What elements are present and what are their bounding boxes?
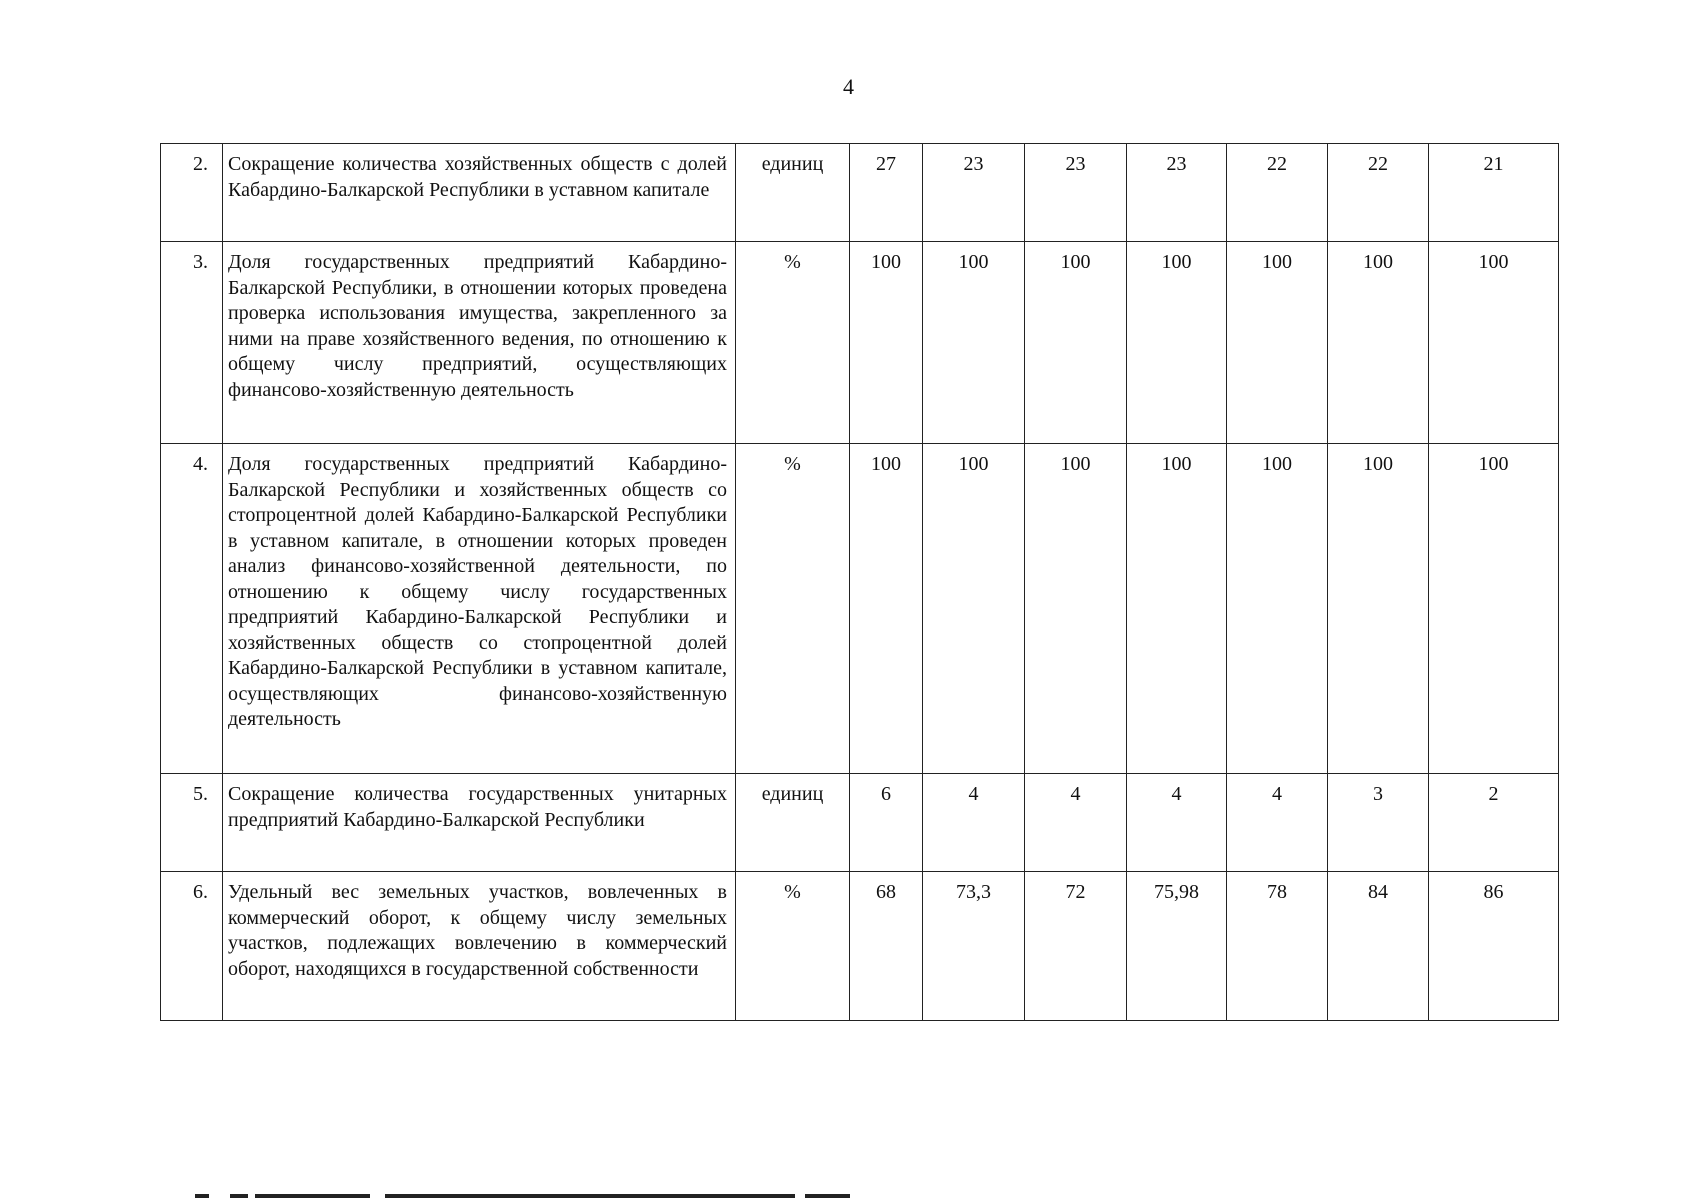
row-value: 21 bbox=[1429, 144, 1559, 242]
page-number: 4 bbox=[843, 74, 854, 99]
row-value: 100 bbox=[1227, 242, 1328, 444]
row-value: 100 bbox=[1328, 242, 1429, 444]
table-row bbox=[161, 774, 1559, 872]
row-description: Доля государственных предприятий Кабардино-Балкарской Республики и хозяйственных обществ со стопроцентной долей Кабардино-Балкарской Республики в уставном капитале, в отношении которых проведен анализ финансово-хозяйственной деятельности, по отношению к общему числу государственных предприятий Кабардино-Балкарской Республики и хозяйственных обществ со стопроцентной долей Кабардино-Балкарской Республики в уставном капитале, осуществляющих финансово-хозяйственную деятельность bbox=[223, 444, 736, 774]
row-unit: % bbox=[736, 444, 850, 774]
indicators-table bbox=[160, 143, 1559, 1021]
table-row bbox=[161, 242, 1559, 444]
row-number: 2. bbox=[161, 144, 223, 242]
table-row bbox=[161, 872, 1559, 1021]
row-number: 3. bbox=[161, 242, 223, 444]
row-value: 22 bbox=[1227, 144, 1328, 242]
row-unit: % bbox=[736, 872, 850, 1021]
row-description: Удельный вес земельных участков, вовлеченных в коммерческий оборот, к общему числу земельных участков, подлежащих вовлечению в коммерческий оборот, находящихся в государственной собственности bbox=[223, 872, 736, 1021]
row-value: 23 bbox=[923, 144, 1025, 242]
row-value: 86 bbox=[1429, 872, 1559, 1021]
row-value: 73,3 bbox=[923, 872, 1025, 1021]
row-value: 4 bbox=[1025, 774, 1127, 872]
row-value: 100 bbox=[850, 242, 923, 444]
row-number: 5. bbox=[161, 774, 223, 872]
row-number: 6. bbox=[161, 872, 223, 1021]
row-description: Сокращение количества хозяйственных обществ с долей Кабардино-Балкарской Республики в уставном капитале bbox=[223, 144, 736, 242]
row-value: 100 bbox=[1025, 242, 1127, 444]
row-value: 100 bbox=[1429, 242, 1559, 444]
row-value: 4 bbox=[1127, 774, 1227, 872]
row-value: 100 bbox=[1328, 444, 1429, 774]
row-value: 84 bbox=[1328, 872, 1429, 1021]
row-description: Доля государственных предприятий Кабардино-Балкарской Республики, в отношении которых проведена проверка использования имущества, закрепленного за ними на праве хозяйственного ведения, по отношению к общему числу предприятий, осуществляющих финансово-хозяйственную деятельность bbox=[223, 242, 736, 444]
row-value: 100 bbox=[1127, 242, 1227, 444]
row-value: 6 bbox=[850, 774, 923, 872]
row-value: 23 bbox=[1025, 144, 1127, 242]
row-unit: % bbox=[736, 242, 850, 444]
table-row bbox=[161, 144, 1559, 242]
row-value: 100 bbox=[923, 242, 1025, 444]
row-value: 2 bbox=[1429, 774, 1559, 872]
row-value: 100 bbox=[1025, 444, 1127, 774]
row-description: Сокращение количества государственных унитарных предприятий Кабардино-Балкарской Республики bbox=[223, 774, 736, 872]
table-row bbox=[161, 444, 1559, 774]
row-value: 100 bbox=[1227, 444, 1328, 774]
row-value: 100 bbox=[1127, 444, 1227, 774]
row-value: 4 bbox=[923, 774, 1025, 872]
row-value: 78 bbox=[1227, 872, 1328, 1021]
row-value: 3 bbox=[1328, 774, 1429, 872]
row-value: 27 bbox=[850, 144, 923, 242]
row-value: 4 bbox=[1227, 774, 1328, 872]
row-value: 75,98 bbox=[1127, 872, 1227, 1021]
row-value: 23 bbox=[1127, 144, 1227, 242]
footer-scan-marks bbox=[195, 1194, 855, 1200]
row-number: 4. bbox=[161, 444, 223, 774]
row-unit: единиц bbox=[736, 144, 850, 242]
row-value: 100 bbox=[923, 444, 1025, 774]
row-unit: единиц bbox=[736, 774, 850, 872]
row-value: 100 bbox=[1429, 444, 1559, 774]
row-value: 72 bbox=[1025, 872, 1127, 1021]
row-value: 100 bbox=[850, 444, 923, 774]
row-value: 68 bbox=[850, 872, 923, 1021]
row-value: 22 bbox=[1328, 144, 1429, 242]
